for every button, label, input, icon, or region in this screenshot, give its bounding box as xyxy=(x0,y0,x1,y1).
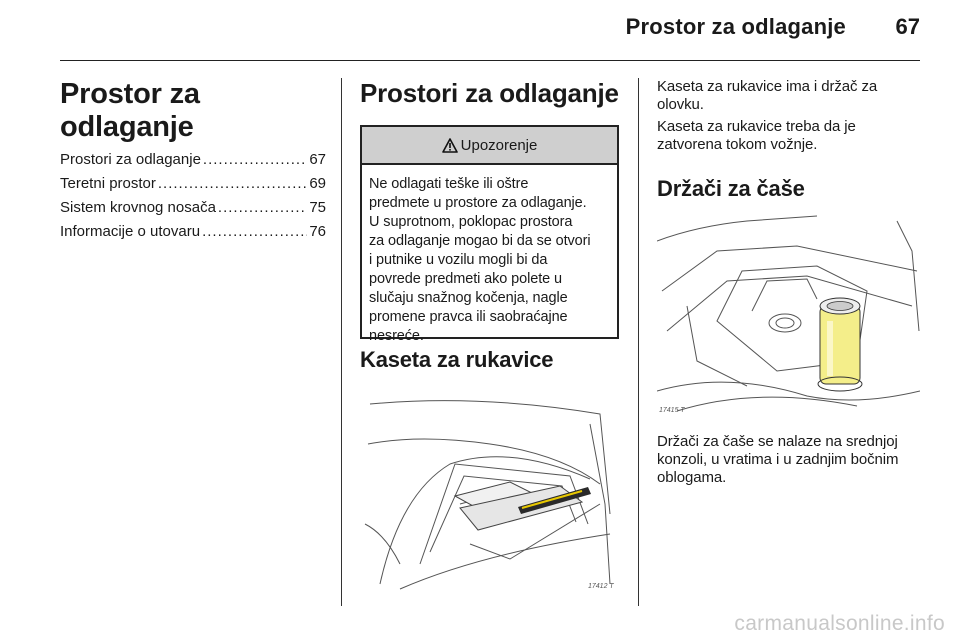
column-divider-right xyxy=(638,78,639,606)
paragraph-line: Držači za čaše se nalaze na srednjoj xyxy=(657,433,898,450)
warning-line: slučaju snažnog kočenja, nagle xyxy=(369,290,568,306)
warning-triangle-icon xyxy=(442,138,458,153)
toc-entry[interactable] xyxy=(60,172,326,196)
column-divider-left xyxy=(341,78,342,606)
toc-entry-title: Informacije o utovaru xyxy=(60,223,201,240)
warning-heading: Upozorenje xyxy=(460,136,538,154)
toc-leader-dots xyxy=(202,220,307,244)
toc-entry-page: 76 xyxy=(309,223,326,240)
running-header-title: Prostor za odlaganje xyxy=(625,14,846,39)
paragraph-closed-while-driving xyxy=(657,118,920,154)
toc-entry[interactable] xyxy=(60,220,326,244)
chapter-title: Prostor za odlaganje xyxy=(60,78,200,143)
paragraph-cupholder-locations xyxy=(657,433,925,487)
warning-line: nesreće. xyxy=(369,328,424,344)
header-rule xyxy=(60,60,920,61)
toc-entry-title: Prostori za odlaganje xyxy=(60,151,201,168)
section-title-cupholders: Držači za čaše xyxy=(657,176,805,201)
cupholder-image-code: 17415 T xyxy=(659,407,685,414)
paragraph-line: Kaseta za rukavice treba da je xyxy=(657,118,856,135)
watermark: carmanualsonline.info xyxy=(734,612,945,635)
paragraph-line: olovku. xyxy=(657,96,704,113)
paragraph-pen-holder xyxy=(657,78,920,114)
page-number: 67 xyxy=(895,14,920,39)
warning-line: i putnike u vozilu mogli bi da xyxy=(369,252,548,268)
warning-line: U suprotnom, poklopac prostora xyxy=(369,214,573,230)
warning-line: povrede predmeti ako polete u xyxy=(369,271,562,287)
warning-line: predmete u prostore za odlaganje. xyxy=(369,195,587,211)
warning-header xyxy=(362,127,617,165)
cupholder-illustration xyxy=(657,211,920,416)
glovebox-illustration xyxy=(360,384,622,594)
paragraph-line: konzoli, u vratima i u zadnjim bočnim xyxy=(657,451,899,468)
toc-entry-title: Teretni prostor xyxy=(60,175,156,192)
table-of-contents xyxy=(60,148,326,244)
glovebox-image-code: 17412 T xyxy=(588,583,614,590)
warning-box xyxy=(360,125,619,344)
warning-text xyxy=(362,165,617,346)
toc-entry[interactable] xyxy=(60,148,326,172)
warning-line: promene pravca ili saobraćajne xyxy=(369,309,568,325)
toc-entry-page: 67 xyxy=(309,151,326,168)
toc-entry-title: Sistem krovnog nosača xyxy=(60,199,216,216)
warning-line: za odlaganje mogao bi da se otvori xyxy=(369,233,591,249)
warning-line: Ne odlagati teške ili oštre xyxy=(369,176,529,192)
paragraph-line: Kaseta za rukavice ima i držač za xyxy=(657,78,878,95)
toc-leader-dots xyxy=(158,172,307,196)
section-title-glovebox: Kaseta za rukavice xyxy=(360,347,554,372)
toc-leader-dots xyxy=(203,148,307,172)
toc-entry-page: 69 xyxy=(309,175,326,192)
paragraph-line: zatvorena tokom vožnje. xyxy=(657,136,818,153)
paragraph-line: oblogama. xyxy=(657,469,727,486)
toc-leader-dots xyxy=(218,196,307,220)
toc-entry-page: 75 xyxy=(309,199,326,216)
toc-entry[interactable] xyxy=(60,196,326,220)
section-title-storage: Prostori za odlaganje xyxy=(360,78,619,108)
